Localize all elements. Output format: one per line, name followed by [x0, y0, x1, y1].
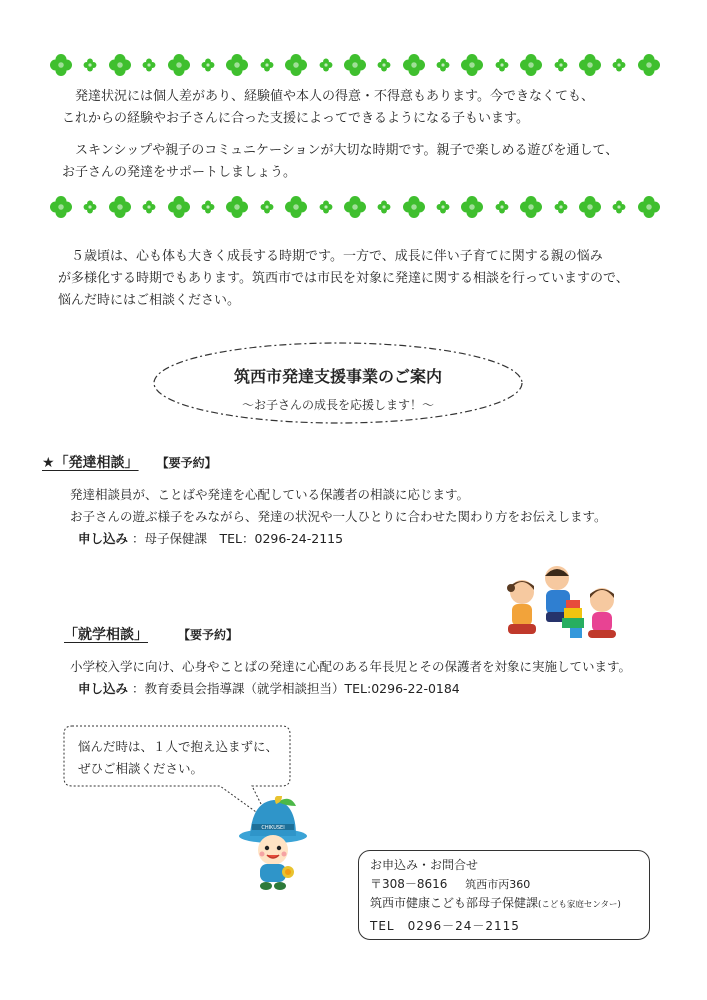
four-leaf-clover-icon — [579, 54, 601, 76]
four-leaf-clover-icon — [461, 196, 483, 218]
banner-title: 筑西市発達支援事業のご案内 — [233, 367, 442, 386]
four-leaf-clover-icon — [579, 196, 601, 218]
mascot-icon — [238, 796, 308, 892]
four-leaf-clover-icon — [109, 196, 131, 218]
speech-bubble-line2: ぜひご相談ください。 — [78, 761, 204, 776]
small-clover-icon — [612, 58, 626, 72]
development-consult-title: ★「発達相談」 — [42, 455, 139, 471]
four-leaf-clover-icon — [344, 54, 366, 76]
small-clover-icon — [260, 58, 274, 72]
contact-dept: 筑西市健康こども部母子保健課 — [370, 896, 539, 910]
development-consult-header — [42, 452, 217, 472]
school-apply-text: ：教育委員会指導課（就学相談担当）TEL:0296-22-0184 — [132, 681, 460, 696]
contact-address: 筑西市丙360 — [465, 878, 531, 891]
four-leaf-clover-icon — [638, 196, 660, 218]
small-clover-icon — [554, 200, 568, 214]
four-leaf-clover-icon — [461, 54, 483, 76]
four-leaf-clover-icon — [50, 196, 72, 218]
small-clover-icon — [377, 58, 391, 72]
four-leaf-clover-icon — [226, 196, 248, 218]
four-leaf-clover-icon — [285, 54, 307, 76]
contact-address-line — [370, 875, 654, 894]
small-clover-icon — [436, 200, 450, 214]
four-leaf-clover-icon — [403, 196, 425, 218]
four-leaf-clover-icon — [344, 196, 366, 218]
small-clover-icon — [201, 200, 215, 214]
school-apply-label: 申し込み — [78, 681, 129, 696]
school-consult-tag: 【要予約】 — [178, 628, 239, 642]
small-clover-icon — [612, 200, 626, 214]
contact-tel: TEL 0296－24－2115 — [370, 919, 520, 933]
clover-divider-top — [50, 54, 660, 76]
contact-dept-line — [370, 894, 654, 915]
four-leaf-clover-icon — [50, 54, 72, 76]
small-clover-icon — [142, 58, 156, 72]
small-clover-icon — [83, 58, 97, 72]
intro-paragraph-2: スキンシップや親子のコミュニケーションが大切な時期です。親子で楽しめる遊びを通して、 お子さんの発達をサポートしましょう。 — [62, 143, 619, 180]
mascot-hat-text: CHIKUSEI — [261, 825, 285, 831]
development-consult-line2: お子さんの遊ぶ様子をみながら、発達の状況や一人ひとりに合わせた関わり方をお伝えします。 — [70, 509, 607, 524]
banner-subtitle: ～お子さんの成長を応援します！～ — [241, 398, 434, 412]
four-leaf-clover-icon — [520, 54, 542, 76]
development-consult-apply — [70, 528, 343, 549]
children-blocks-illustration — [500, 560, 630, 646]
four-leaf-clover-icon — [168, 196, 190, 218]
small-clover-icon — [377, 200, 391, 214]
small-clover-icon — [201, 58, 215, 72]
speech-bubble-line1: 悩んだ時は、１人で抱え込まずに、 — [78, 739, 279, 754]
overview-paragraph: ５歳頃は、心も体も大きく成長する時期です。一方で、成長に伴い子育てに関する親の悩み が多様化する時期でもあります。筑西市では市民を対象に発達に関する相談を行っていますので、 悩んだ時にはご相談ください。 — [58, 249, 629, 308]
development-apply-text: ：母子保健課 TEL：0296-24-2115 — [132, 531, 344, 546]
school-consult-title: 「就学相談」 — [64, 627, 148, 643]
small-clover-icon — [436, 58, 450, 72]
small-clover-icon — [495, 200, 509, 214]
school-consult-header — [64, 624, 238, 644]
four-leaf-clover-icon — [226, 54, 248, 76]
four-leaf-clover-icon — [520, 196, 542, 218]
intro-paragraph-1: 発達状況には個人差があり、経験値や本人の得意・不得意もあります。今できなくても、 これからの経験やお子さんに合った支援によってできるようになる子もいます。 — [62, 89, 594, 126]
four-leaf-clover-icon — [638, 54, 660, 76]
small-clover-icon — [83, 200, 97, 214]
four-leaf-clover-icon — [285, 196, 307, 218]
contact-postal: 〒308－8616 — [370, 877, 448, 891]
small-clover-icon — [319, 200, 333, 214]
small-clover-icon — [260, 200, 274, 214]
small-clover-icon — [142, 200, 156, 214]
four-leaf-clover-icon — [168, 54, 190, 76]
small-clover-icon — [495, 58, 509, 72]
contact-content — [370, 856, 654, 936]
four-leaf-clover-icon — [403, 54, 425, 76]
small-clover-icon — [319, 58, 333, 72]
school-consult-line1: 小学校入学に向け、心身やことばの発達に心配のある年長児とその保護者を対象に実施しています。 — [70, 659, 632, 674]
development-apply-label: 申し込み — [78, 531, 129, 546]
school-consult-apply — [70, 678, 698, 699]
small-clover-icon — [554, 58, 568, 72]
contact-dept-sub: (こども家庭センター) — [538, 900, 621, 910]
clover-divider-middle — [50, 196, 660, 218]
four-leaf-clover-icon — [109, 54, 131, 76]
speech-bubble-text — [78, 736, 278, 780]
contact-heading: お申込み・お問合せ — [370, 858, 479, 872]
development-consult-tag: 【要予約】 — [156, 456, 217, 470]
development-consult-line1: 発達相談員が、ことばや発達を心配している保護者の相談に応じます。 — [70, 487, 470, 502]
